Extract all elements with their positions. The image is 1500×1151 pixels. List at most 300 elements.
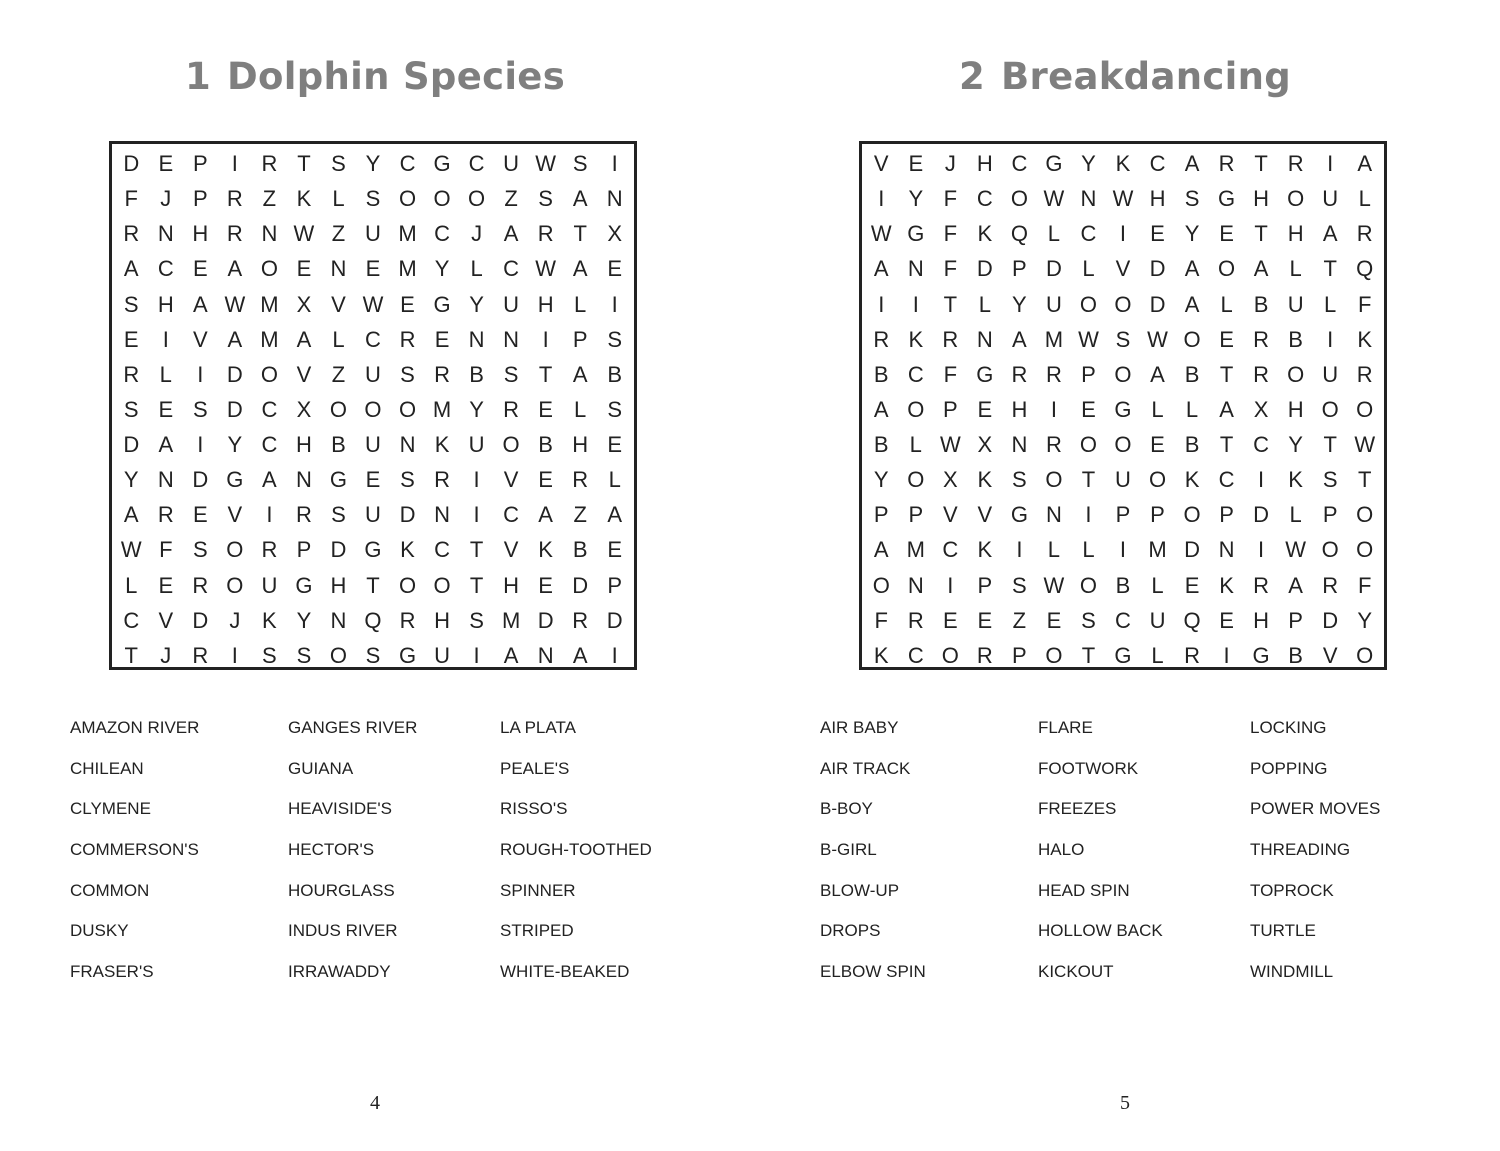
- word-item: IRRAWADDY: [288, 962, 391, 982]
- grid-cell: S: [572, 151, 588, 177]
- grid-cell: E: [1150, 221, 1165, 247]
- grid-row: [112, 603, 634, 638]
- grid-cell: S: [365, 186, 381, 212]
- grid-cell: V: [503, 467, 519, 493]
- grid-cell: A: [158, 432, 174, 458]
- grid-cell: P: [192, 186, 208, 212]
- grid-cell: O: [1321, 396, 1339, 422]
- grid-cell: O: [907, 396, 925, 422]
- word-item: THREADING: [1250, 840, 1351, 860]
- grid-cell: L: [1324, 291, 1337, 317]
- grid-cell: A: [572, 256, 588, 282]
- grid-cell: S: [192, 396, 208, 422]
- word-item: ELBOW SPIN: [820, 962, 926, 982]
- grid-cell: E: [1046, 607, 1062, 633]
- grid-cell: I: [231, 151, 238, 177]
- grid-cell: I: [266, 502, 273, 528]
- grid-cell: C: [907, 642, 924, 668]
- grid-cell: S: [331, 502, 346, 528]
- grid-cell: W: [1147, 326, 1168, 352]
- grid-cell: U: [1045, 291, 1062, 317]
- grid-cell: A: [192, 291, 208, 317]
- grid-cell: D: [1253, 502, 1270, 528]
- grid-cell: O: [398, 572, 417, 598]
- grid-cell: A: [572, 361, 588, 387]
- grid-cell: I: [197, 432, 204, 458]
- word-item: STRIPED: [500, 921, 574, 941]
- grid-cell: G: [1114, 642, 1132, 668]
- grid-cell: L: [1151, 572, 1164, 598]
- grid-cell: O: [1114, 432, 1132, 458]
- grid-cell: P: [1115, 502, 1131, 528]
- grid-row: [862, 287, 1384, 322]
- grid-cell: N: [537, 642, 554, 668]
- grid-cell: O: [1045, 467, 1063, 493]
- grid-cell: R: [123, 361, 140, 387]
- grid-cell: R: [1045, 361, 1062, 387]
- grid-cell: H: [1253, 186, 1270, 212]
- grid-row: [112, 251, 634, 286]
- word-item: POPPING: [1250, 758, 1328, 778]
- grid-cell: I: [1258, 537, 1265, 563]
- grid-cell: E: [1184, 572, 1200, 598]
- grid-cell: J: [160, 186, 172, 212]
- grid-cell: A: [1253, 256, 1269, 282]
- grid-cell: Y: [1288, 432, 1303, 458]
- grid-cell: K: [1357, 326, 1373, 352]
- word-item: BLOW-UP: [820, 880, 900, 900]
- grid-row: [862, 216, 1384, 251]
- grid-cell: S: [469, 607, 484, 633]
- grid-cell: Y: [1081, 151, 1096, 177]
- grid-cell: R: [1287, 151, 1304, 177]
- grid-cell: Z: [1012, 607, 1027, 633]
- grid-cell: U: [1287, 291, 1304, 317]
- grid-cell: M: [260, 326, 279, 352]
- grid-cell: V: [503, 537, 519, 563]
- grid-cell: F: [124, 186, 138, 212]
- grid-cell: B: [469, 361, 484, 387]
- grid-cell: L: [159, 361, 172, 387]
- grid-cell: P: [572, 326, 588, 352]
- grid-cell: I: [878, 186, 885, 212]
- grid-cell: J: [471, 221, 483, 247]
- grid-cell: N: [434, 502, 450, 528]
- grid-cell: D: [123, 432, 140, 458]
- grid-cell: N: [1218, 537, 1235, 563]
- grid-cell: C: [434, 537, 450, 563]
- grid-cell: M: [260, 291, 279, 317]
- grid-cell: D: [1322, 607, 1339, 633]
- grid-cell: R: [261, 151, 278, 177]
- grid-row: [862, 181, 1384, 216]
- grid-cell: P: [942, 396, 958, 422]
- grid-cell: I: [611, 642, 618, 668]
- grid-cell: W: [1354, 432, 1376, 458]
- grid-cell: N: [606, 186, 623, 212]
- grid-cell: N: [907, 572, 924, 598]
- word-item: COMMERSON'S: [70, 840, 199, 860]
- grid-cell: F: [943, 221, 958, 247]
- grid-cell: A: [227, 256, 243, 282]
- grid-cell: Z: [504, 186, 518, 212]
- grid-cell: V: [873, 151, 889, 177]
- grid-cell: N: [1011, 432, 1028, 458]
- grid-cell: X: [1253, 396, 1269, 422]
- word-column: [500, 716, 652, 1001]
- grid-cell: F: [943, 256, 958, 282]
- grid-cell: K: [1184, 467, 1200, 493]
- grid-cell: C: [123, 607, 140, 633]
- grid-cell: D: [1149, 256, 1166, 282]
- grid-cell: S: [1012, 467, 1027, 493]
- grid-cell: N: [261, 221, 278, 247]
- grid-cell: B: [1288, 326, 1303, 352]
- word-column: [820, 716, 926, 1001]
- grid-cell: A: [123, 256, 139, 282]
- word-item: FOOTWORK: [1038, 758, 1139, 778]
- grid-cell: V: [977, 502, 993, 528]
- grid-cell: E: [158, 572, 174, 598]
- grid-cell: O: [398, 186, 417, 212]
- grid-row: [112, 216, 634, 251]
- grid-cell: G: [1114, 396, 1132, 422]
- grid-cell: C: [157, 256, 174, 282]
- word-column: [1250, 716, 1380, 1001]
- grid-row: [112, 568, 634, 603]
- grid-cell: N: [976, 326, 993, 352]
- grid-row: [112, 287, 634, 322]
- page-number: 5: [1120, 1092, 1130, 1114]
- grid-cell: D: [192, 607, 209, 633]
- puzzle-title: [750, 55, 1500, 98]
- word-column: [1038, 716, 1163, 1001]
- grid-row: [862, 392, 1384, 427]
- grid-cell: Z: [262, 186, 277, 212]
- grid-cell: E: [1150, 432, 1165, 458]
- grid-cell: S: [365, 642, 381, 668]
- grid-cell: U: [1115, 467, 1131, 493]
- word-item: INDUS RIVER: [288, 921, 398, 941]
- grid-cell: G: [1045, 151, 1063, 177]
- grid-cell: A: [873, 256, 889, 282]
- word-item: KICKOUT: [1038, 962, 1114, 982]
- grid-row: [862, 603, 1384, 638]
- grid-cell: P: [1288, 607, 1303, 633]
- grid-cell: C: [503, 502, 520, 528]
- grid-cell: T: [124, 642, 138, 668]
- grid-row: [862, 357, 1384, 392]
- grid-cell: U: [365, 361, 381, 387]
- grid-cell: E: [977, 396, 993, 422]
- grid-cell: V: [227, 502, 243, 528]
- grid-cell: U: [365, 221, 381, 247]
- grid-row: [112, 146, 634, 181]
- grid-cell: D: [1149, 291, 1166, 317]
- grid-cell: E: [434, 326, 450, 352]
- grid-cell: O: [329, 642, 348, 668]
- grid-cell: L: [1151, 642, 1164, 668]
- grid-cell: H: [1011, 396, 1028, 422]
- grid-cell: W: [362, 291, 384, 317]
- word-item: HOLLOW BACK: [1038, 921, 1163, 941]
- grid-cell: A: [1184, 256, 1200, 282]
- grid-cell: G: [907, 221, 925, 247]
- grid-cell: W: [120, 537, 142, 563]
- grid-cell: M: [1044, 326, 1064, 352]
- grid-row: [112, 462, 634, 497]
- grid-cell: S: [1115, 326, 1131, 352]
- grid-cell: E: [158, 396, 174, 422]
- grid-cell: K: [873, 642, 889, 668]
- grid-cell: K: [262, 607, 277, 633]
- grid-cell: P: [1081, 361, 1096, 387]
- grid-cell: T: [1357, 467, 1372, 493]
- grid-cell: B: [1288, 642, 1303, 668]
- grid-cell: T: [1254, 151, 1268, 177]
- grid-cell: C: [942, 537, 959, 563]
- grid-cell: L: [608, 467, 621, 493]
- grid-cell: L: [470, 256, 483, 282]
- grid-cell: V: [942, 502, 958, 528]
- grid-cell: K: [977, 537, 993, 563]
- grid-cell: O: [1114, 291, 1132, 317]
- grid-cell: R: [226, 221, 243, 247]
- grid-cell: O: [1218, 256, 1236, 282]
- grid-cell: W: [293, 221, 315, 247]
- grid-cell: D: [606, 607, 623, 633]
- grid-cell: N: [330, 256, 347, 282]
- grid-cell: L: [1220, 291, 1233, 317]
- grid-cell: Y: [227, 432, 243, 458]
- grid-cell: Z: [573, 502, 587, 528]
- grid-cell: R: [503, 396, 520, 422]
- grid-row: [862, 568, 1384, 603]
- grid-row: [862, 322, 1384, 357]
- grid-cell: K: [400, 537, 415, 563]
- grid-cell: E: [538, 467, 553, 493]
- grid-cell: O: [907, 467, 925, 493]
- grid-cell: H: [1287, 396, 1304, 422]
- grid-cell: W: [535, 256, 557, 282]
- grid-cell: A: [1184, 151, 1200, 177]
- grid-cell: H: [537, 291, 554, 317]
- grid-cell: S: [123, 291, 139, 317]
- grid-cell: G: [398, 642, 417, 668]
- grid-cell: L: [909, 432, 922, 458]
- grid-cell: N: [157, 467, 174, 493]
- grid-cell: N: [1045, 502, 1062, 528]
- grid-cell: L: [1082, 537, 1095, 563]
- word-item: HOURGLASS: [288, 880, 395, 900]
- grid-cell: V: [158, 607, 174, 633]
- grid-cell: U: [1149, 607, 1166, 633]
- grid-cell: S: [192, 537, 208, 563]
- grid-cell: M: [501, 607, 521, 633]
- grid-cell: A: [572, 642, 588, 668]
- grid-cell: H: [1253, 607, 1270, 633]
- grid-cell: Y: [434, 256, 450, 282]
- grid-cell: M: [1148, 537, 1167, 563]
- grid-cell: K: [977, 467, 993, 493]
- grid-cell: D: [537, 607, 554, 633]
- grid-cell: I: [1258, 467, 1265, 493]
- grid-cell: U: [503, 291, 520, 317]
- grid-cell: E: [942, 607, 958, 633]
- grid-cell: V: [331, 291, 346, 317]
- grid-cell: M: [906, 537, 925, 563]
- grid-cell: O: [872, 572, 890, 598]
- grid-cell: Y: [469, 396, 484, 422]
- grid-cell: R: [434, 467, 450, 493]
- grid-row: [112, 181, 634, 216]
- grid-cell: O: [329, 396, 348, 422]
- grid-cell: E: [538, 396, 553, 422]
- grid-cell: K: [296, 186, 312, 212]
- grid-cell: T: [297, 151, 311, 177]
- grid-cell: R: [192, 572, 209, 598]
- grid-cell: A: [572, 186, 588, 212]
- grid-cell: O: [1079, 432, 1098, 458]
- grid-cell: H: [1149, 186, 1166, 212]
- grid-cell: B: [538, 432, 553, 458]
- grid-cell: E: [192, 256, 208, 282]
- grid-cell: H: [1287, 221, 1304, 247]
- grid-cell: I: [197, 361, 204, 387]
- grid-cell: T: [469, 537, 484, 563]
- grid-row: [112, 427, 634, 462]
- grid-cell: R: [572, 467, 589, 493]
- grid-cell: A: [873, 396, 889, 422]
- grid-cell: G: [1218, 186, 1236, 212]
- grid-row: [112, 322, 634, 357]
- grid-cell: D: [572, 572, 589, 598]
- grid-cell: R: [873, 326, 890, 352]
- grid-cell: U: [261, 572, 278, 598]
- grid-row: [112, 638, 634, 673]
- grid-cell: Y: [908, 186, 924, 212]
- grid-cell: R: [226, 186, 243, 212]
- grid-cell: O: [1114, 361, 1132, 387]
- grid-row: [862, 497, 1384, 532]
- grid-cell: S: [607, 326, 623, 352]
- grid-row: [862, 638, 1384, 673]
- grid-cell: C: [1218, 467, 1235, 493]
- word-item: WHITE-BEAKED: [500, 962, 630, 982]
- page-right: [750, 0, 1500, 1151]
- word-item: HEAVISIDE'S: [288, 799, 393, 819]
- word-item: HEAD SPIN: [1038, 880, 1130, 900]
- grid-row: [862, 532, 1384, 567]
- word-item: GANGES RIVER: [288, 718, 418, 737]
- grid-cell: Y: [365, 151, 381, 177]
- grid-cell: K: [977, 221, 993, 247]
- grid-cell: L: [1151, 396, 1164, 422]
- grid-cell: T: [1219, 361, 1234, 387]
- grid-cell: L: [1047, 221, 1061, 247]
- grid-cell: U: [503, 151, 520, 177]
- grid-cell: D: [226, 361, 243, 387]
- grid-cell: L: [125, 572, 138, 598]
- grid-row: [112, 392, 634, 427]
- grid-cell: W: [224, 291, 246, 317]
- grid-cell: F: [1357, 291, 1372, 317]
- grid-cell: T: [573, 221, 587, 247]
- grid-cell: A: [1357, 151, 1373, 177]
- grid-cell: B: [1184, 361, 1200, 387]
- grid-cell: G: [226, 467, 244, 493]
- grid-cell: S: [123, 396, 139, 422]
- grid-cell: S: [1012, 572, 1027, 598]
- word-item: B-BOY: [820, 799, 873, 819]
- grid-cell: N: [295, 467, 312, 493]
- grid-cell: T: [366, 572, 380, 598]
- grid-cell: C: [1011, 151, 1028, 177]
- grid-cell: D: [123, 151, 140, 177]
- grid-cell: C: [1080, 221, 1097, 247]
- word-column: [288, 716, 417, 1001]
- letter-grid: [859, 141, 1387, 670]
- grid-cell: R: [537, 221, 554, 247]
- grid-cell: I: [611, 291, 618, 317]
- grid-row: [862, 427, 1384, 462]
- grid-cell: P: [607, 572, 623, 598]
- grid-cell: U: [468, 432, 485, 458]
- grid-cell: L: [1082, 256, 1095, 282]
- grid-cell: O: [468, 186, 486, 212]
- grid-cell: W: [1285, 537, 1307, 563]
- grid-cell: T: [1081, 642, 1096, 668]
- grid-cell: I: [912, 291, 919, 317]
- grid-cell: N: [468, 326, 485, 352]
- word-item: ROUGH-TOOTHED: [500, 840, 652, 860]
- grid-cell: J: [160, 642, 172, 668]
- grid-cell: B: [607, 361, 623, 387]
- grid-cell: R: [1253, 326, 1270, 352]
- grid-cell: Z: [331, 221, 346, 247]
- grid-cell: S: [1081, 607, 1096, 633]
- puzzle-title-text: Dolphin Species: [227, 55, 566, 98]
- word-item: DROPS: [820, 921, 881, 941]
- grid-cell: J: [229, 607, 241, 633]
- word-item: HALO: [1038, 840, 1085, 860]
- grid-cell: I: [1085, 502, 1092, 528]
- grid-cell: I: [878, 291, 885, 317]
- grid-cell: G: [295, 572, 313, 598]
- puzzle-number: 1: [184, 55, 212, 98]
- grid-cell: T: [1219, 432, 1234, 458]
- grid-cell: R: [1218, 151, 1235, 177]
- grid-cell: A: [262, 467, 277, 493]
- grid-cell: I: [1223, 642, 1230, 668]
- grid-cell: Y: [469, 291, 484, 317]
- grid-cell: D: [399, 502, 416, 528]
- grid-cell: R: [976, 642, 993, 668]
- grid-cell: R: [1184, 642, 1200, 668]
- grid-cell: I: [1119, 537, 1127, 563]
- grid-cell: L: [1289, 256, 1302, 282]
- grid-cell: S: [262, 642, 277, 668]
- word-item: GUIANA: [288, 758, 354, 778]
- grid-cell: R: [1322, 572, 1339, 598]
- word-item: PEALE'S: [500, 758, 570, 778]
- grid-cell: R: [572, 607, 589, 633]
- word-item: AMAZON RIVER: [70, 718, 200, 737]
- grid-cell: D: [1045, 256, 1062, 282]
- grid-cell: O: [1356, 396, 1374, 422]
- grid-cell: Y: [123, 467, 139, 493]
- grid-cell: C: [1253, 432, 1270, 458]
